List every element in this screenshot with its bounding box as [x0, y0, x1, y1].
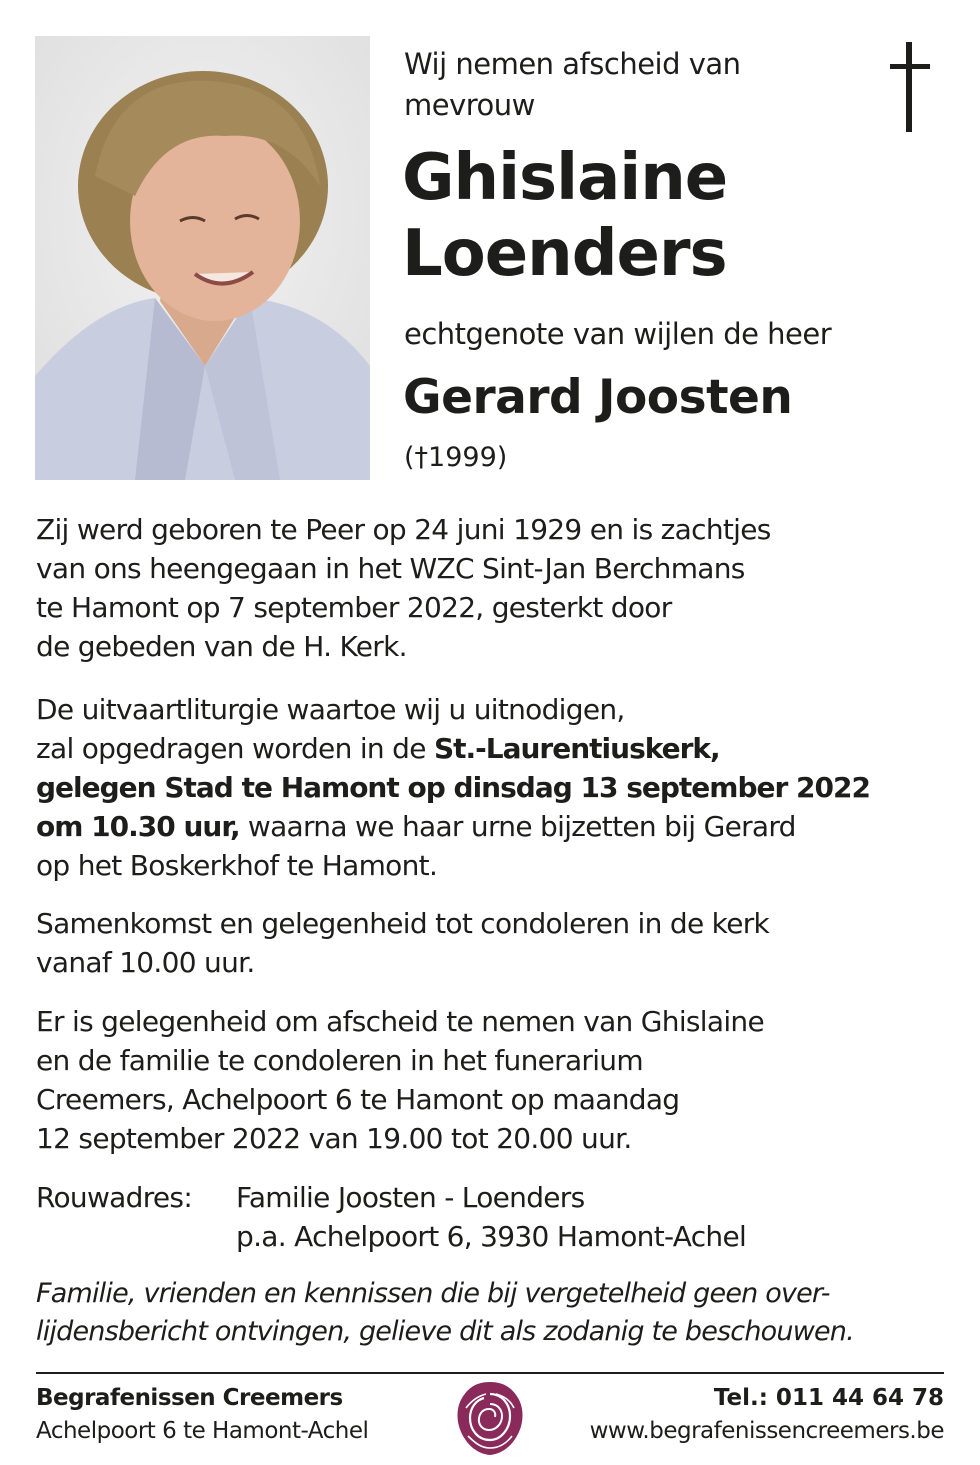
text-line: te Hamont op 7 september 2022, gesterkt door	[36, 591, 672, 624]
text-line: vanaf 10.00 uur.	[36, 946, 255, 979]
address-line: Familie Joosten - Loenders	[236, 1181, 585, 1214]
text-line: Creemers, Achelpoort 6 te Hamont op maandag	[36, 1083, 680, 1116]
address-line: p.a. Achelpoort 6, 3930 Hamont-Achel	[236, 1220, 747, 1253]
funeral-date: gelegen Stad te Hamont op dinsdag 13 september 2022	[36, 771, 870, 804]
text-line: Er is gelegenheid om afscheid te nemen van Ghislaine	[36, 1005, 764, 1038]
paragraph-funeral	[36, 690, 946, 885]
cross-icon	[885, 40, 935, 135]
church-name: St.-Laurentiuskerk,	[433, 732, 720, 765]
first-name: Ghislaine	[402, 141, 728, 215]
text-line: De uitvaartliturgie waartoe wij u uitnodigen,	[36, 693, 625, 726]
address-row	[36, 1178, 946, 1217]
mourning-address	[36, 1178, 946, 1256]
deceased-name	[402, 140, 727, 292]
text-line: Samenkomst en gelegenheid tot condoleren in de kerk	[36, 907, 770, 940]
note-line: lijdensbericht ontvingen, gelieve dit als zodanig te beschouwen.	[36, 1316, 854, 1347]
paragraph-gathering	[36, 904, 946, 982]
address-row	[36, 1217, 946, 1256]
intro-text	[404, 44, 824, 126]
intro-line: mevrouw	[404, 88, 535, 122]
notice-note	[36, 1275, 951, 1351]
text-line: Zij werd geboren te Peer op 24 juni 1929 en is zachtjes	[36, 513, 771, 546]
text-line	[36, 768, 946, 807]
funeral-home-phone: Tel.: 011 44 64 78	[713, 1385, 944, 1411]
text-line	[36, 729, 946, 768]
text-span: zal opgedragen worden in de	[36, 732, 434, 765]
rose-logo-icon	[452, 1378, 528, 1458]
spouse-death-year: (†1999)	[404, 442, 508, 473]
text-line: en de familie te condoleren in het funerarium	[36, 1044, 643, 1077]
intro-line: Wij nemen afscheid van	[404, 47, 741, 81]
spouse-intro: echtgenote van wijlen de heer	[404, 317, 832, 351]
funeral-home-address: Achelpoort 6 te Hamont-Achel	[36, 1418, 369, 1444]
paragraph-birth-death	[36, 510, 946, 666]
portrait-illustration	[35, 36, 370, 480]
text-line: 12 september 2022 van 19.00 tot 20.00 uur.	[36, 1122, 632, 1155]
funeral-time: om 10.30 uur,	[36, 810, 240, 843]
spouse-name: Gerard Joosten	[403, 370, 793, 425]
text-line: de gebeden van de H. Kerk.	[36, 630, 407, 663]
funeral-home-website[interactable]: www.begrafenissencreemers.be	[589, 1418, 944, 1444]
text-line: van ons heengegaan in het WZC Sint-Jan Berchmans	[36, 552, 745, 585]
portrait-photo	[35, 36, 370, 480]
text-line	[36, 807, 946, 846]
footer-divider	[36, 1372, 944, 1374]
text-span: waarna we haar urne bijzetten bij Gerard	[239, 810, 796, 843]
text-line: op het Boskerkhof te Hamont.	[36, 849, 438, 882]
address-label: Rouwadres:	[36, 1181, 193, 1214]
note-line: Familie, vrienden en kennissen die bij vergetelheid geen over-	[36, 1278, 830, 1309]
last-name: Loenders	[402, 217, 727, 291]
funeral-home-name: Begrafenissen Creemers	[36, 1385, 343, 1411]
paragraph-funerarium	[36, 1002, 946, 1158]
